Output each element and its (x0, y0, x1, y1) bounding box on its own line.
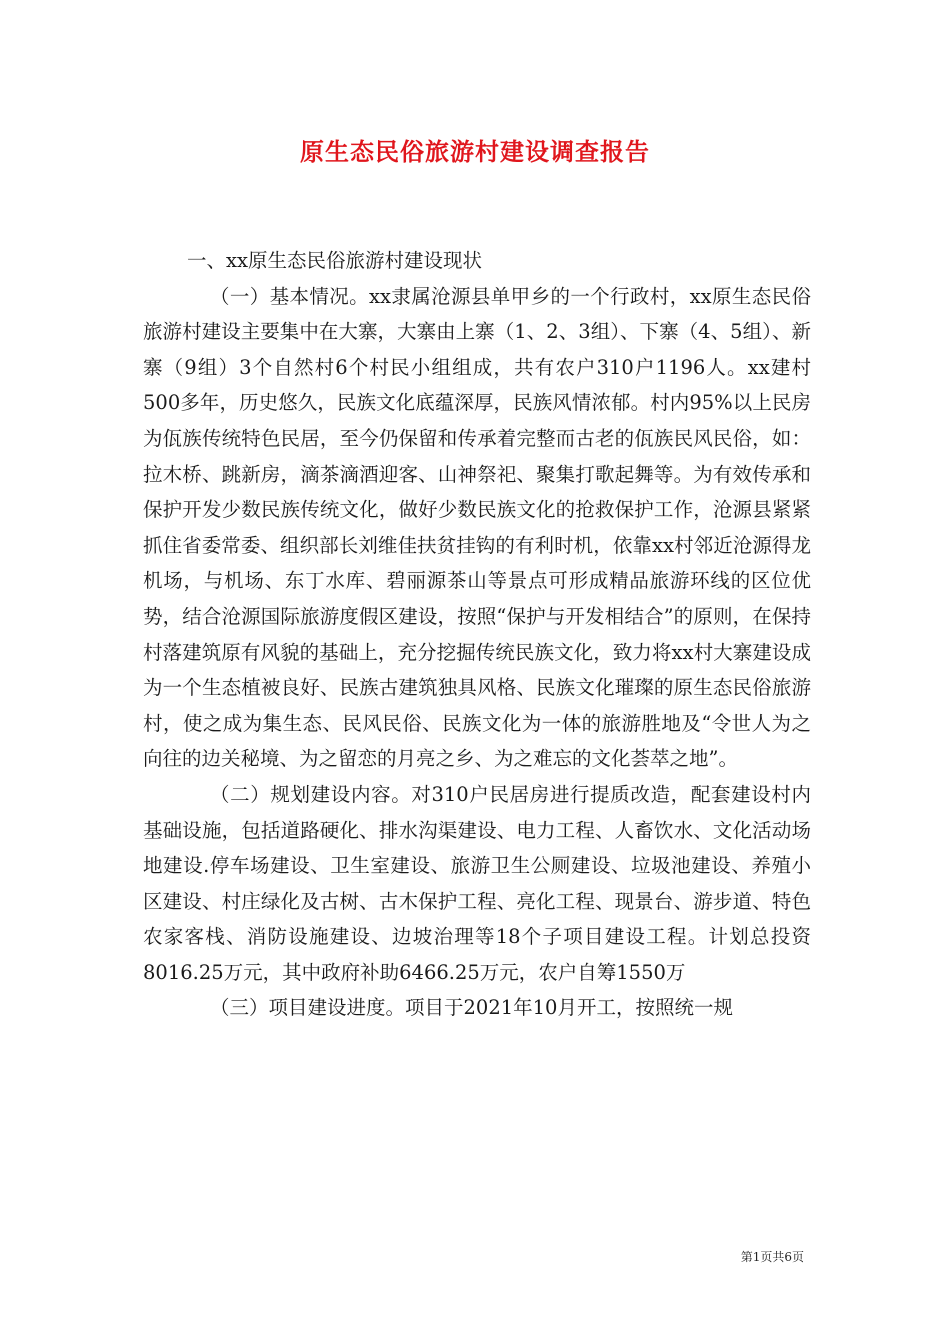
section-heading: 一、xx原生态民俗旅游村建设现状 (187, 249, 482, 272)
document-body (143, 243, 811, 1026)
paragraph-planning-content: （二）规划建设内容。对310户民居房进行提质改造，配套建设村内基础设施，包括道路硬化、排水沟渠建设、电力工程、人畜饮水、文化活动场地建设.停车场建设、卫生室建设、旅游卫生公厕建设、垃圾池建设、养殖小区建设、村庄绿化及古树、古木保护工程、亮化工程、现景台、游步道、特色农家客栈、消防设施建设、边坡治理等18个子项目建设工程。计划总投资8016.25万元，其中政府补助6466.25万元，农户自筹1550万 (143, 782, 811, 984)
paragraph-construction-progress: （三）项目建设进度。项目于2021年10月开工，按照统一规 (210, 996, 733, 1020)
document-title: 原生态民俗旅游村建设调查报告 (300, 137, 650, 166)
page-number: 第1页共6页 (740, 1250, 804, 1264)
paragraph-basic-situation: （一）基本情况。xx隶属沧源县单甲乡的一个行政村，xx原生态民俗旅游村建设主要集中在大寨，大寨由上寨（1、2、3组）、下寨（4、5组）、新寨（9组）3个自然村6个村民小组组成，共有农户310户1196人。xx建村500多年，历史悠久，民族文化底蕴深厚，民族风情浓郁。村内95%以上民房为佤族传统特色民居，至今仍保留和传承着完整而古老的佤族民风民俗，如：拉木桥、跳新房，滴茶滴酒迎客、山神祭祀、聚集打歌起舞等。为有效传承和保护开发少数民族传统文化，做好少数民族文化的抢救保护工作，沧源县紧紧抓住省委常委、组织部长刘维佳扶贫挂钩的有利时机，依靠xx村邻近沧源得龙机场，与机场、东丁水库、碧丽源茶山等景点可形成精品旅游环线的区位优势，结合沧源国际旅游度假区建设，按照“保护与开发相结合”的原则，在保持村落建筑原有风貌的基础上，充分挖掘传统民族文化，致力将xx村大寨建设成为一个生态植被良好、民族古建筑独具风格、民族文化璀璨的原生态民俗旅游村，使之成为集生态、民风民俗、民族文化为一体的旅游胜地及“令世人为之向往的边关秘境、为之留恋的月亮之乡、为之难忘的文化荟萃之地”。 (143, 284, 811, 771)
